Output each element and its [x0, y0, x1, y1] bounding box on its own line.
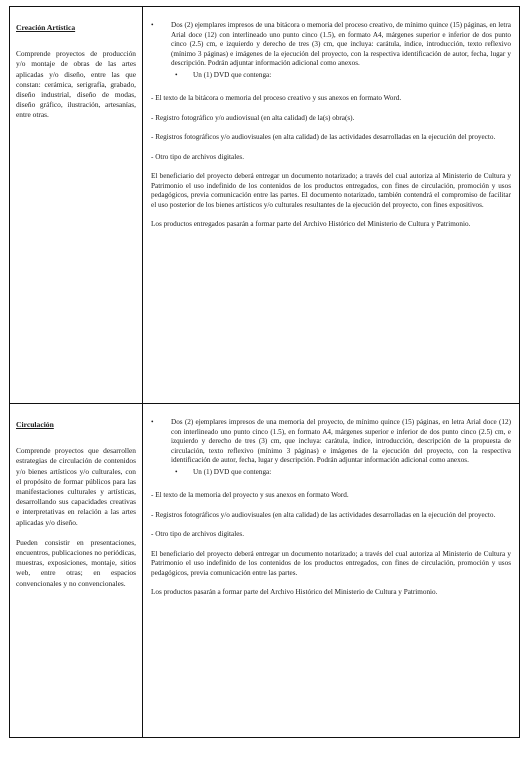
category-description: Comprende proyectos que desarrollen estrategias de circulación de contenidos y/o bienes artísticos y/o culturales, con el propósito de formar públicos para las manifestaciones culturales y artísticas, desarrollando sus capacidades creativas e interpretativas en relación a las artes aplicadas y/o diseño. — [16, 446, 136, 527]
category-title: Creación Artística — [16, 23, 76, 32]
notarized-paragraph: El beneficiario del proyecto deberá entregar un documento notarizado; a través del cual autoriza al Ministerio de Cultura y Patrimonio el uso indefinido de los contenidos de los productos entregados, con fines de circulación, promoción y usos pedagógicos, previa comunicación entre las partes. El documento notarizado, también contendrá el compromiso de facilitar el uso posterior de los bienes artísticos y/o culturales resultantes de la ejecución del proyecto, con fines expositivos. — [151, 172, 511, 209]
notarized-paragraph: El beneficiario del proyecto deberá entregar un documento notarizado; a través del cual autoriza al Ministerio de Cultura y Patrimonio el uso indefinido de los contenidos de los productos entregados, con fines de circulación, promoción y usos pedagógicos, previa comunicación entre las partes. — [151, 549, 511, 577]
main-bullet-text: Dos (2) ejemplares impresos de una bitácora o memoria del proceso creativo, de mínimo quince (15) páginas, en letra Arial doce (12) con interlineado uno punto cinco (1.5), en formato A4, márgenes superior e inferior de dos punto cinco (2.5) cm, e izquierdo y derecho de tres (3) cm, que incluya: carátula, índice, introducción, texto reflexivo (mínimo 3 páginas) e imágenes de la ejecución del proyecto, con la respectiva identificación de autor, fecha, lugar y descripción. Podrán adjuntar información adicional como anexos. — [171, 21, 511, 67]
archive-paragraph: Los productos pasarán a formar parte del Archivo Histórico del Ministerio de Cultura y Patrimonio. — [151, 588, 438, 596]
list-item: - El texto de la bitácora o memoria del proceso creativo y sus anexos en formato Word. — [151, 94, 402, 102]
dvd-line: Un (1) DVD que contenga: — [193, 70, 272, 79]
list-item: - Registros fotográficos y/o audiovisuales (en alta calidad) de las actividades desarrolladas en la ejecución del proyecto. — [151, 133, 496, 141]
main-bullet — [151, 21, 511, 69]
bullet-icon: • — [151, 21, 154, 29]
bullet-icon: • — [151, 418, 154, 426]
list-item: - Otro tipo de archivos digitales. — [151, 152, 245, 161]
list-item: - Otro tipo de archivos digitales. — [151, 530, 245, 538]
category-cell — [10, 404, 143, 738]
dvd-line: Un (1) DVD que contenga: — [193, 467, 272, 476]
dvd-bullet — [151, 468, 511, 478]
category-description: Comprende proyectos de producción y/o montaje de obras de las artes aplicadas y/o diseño, entre las que constan: cerámica, serigrafía, grabado, diseño industrial, diseño de modas, diseño gráfico, ilustración, artesanías, entre otras. — [16, 49, 136, 120]
bullet-icon: • — [175, 467, 178, 476]
list-item: - Registro fotográfico y/o audiovisual (en alta calidad) de la(s) obra(s). — [151, 113, 355, 122]
bullet-icon: • — [175, 70, 178, 79]
main-bullet — [151, 418, 511, 466]
list-item: - Registros fotográficos y/o audiovisuales (en alta calidad) de las actividades desarrolladas en la ejecución del proyecto. — [151, 510, 496, 519]
category-cell — [10, 7, 143, 404]
archive-paragraph: Los productos entregados pasarán a formar parte del Archivo Histórico del Ministerio de Cultura y Patrimonio. — [151, 220, 471, 228]
deliverables-cell — [143, 404, 520, 738]
category-description-secondary: Pueden consistir en presentaciones, encuentros, publicaciones no periódicas, muestras, exposiciones, montaje, sitios web, entre otras; en espacios convencionales y no convencionales. — [16, 537, 136, 588]
main-bullet-text: Dos (2) ejemplares impresos de una memoria del proyecto, de mínimo quince (15) páginas, en letra Arial doce (12) con interlineado uno punto cinco (1.5), en formato A4, márgenes superior e inferior de dos punto cinco (2.5) cm, e izquierdo y derecho de tres (3) cm, que incluya: carátula, índice, introducción, descripción de la propuesta de circulación, texto reflexivo (mínimo 3 páginas) e imágenes de la ejecución del proyecto, con la respectiva identificación de autor, fecha, lugar y descripción. Podrán adjuntar información adicional como anexos. — [171, 418, 511, 464]
requirements-table — [9, 6, 520, 738]
table-row-creacion — [10, 7, 520, 404]
category-title: Circulación — [16, 420, 54, 429]
list-item: - El texto de la memoria del proyecto y sus anexos en formato Word. — [151, 491, 349, 499]
dvd-bullet — [151, 71, 511, 81]
deliverables-cell — [143, 7, 520, 404]
table-row-circulacion — [10, 404, 520, 738]
